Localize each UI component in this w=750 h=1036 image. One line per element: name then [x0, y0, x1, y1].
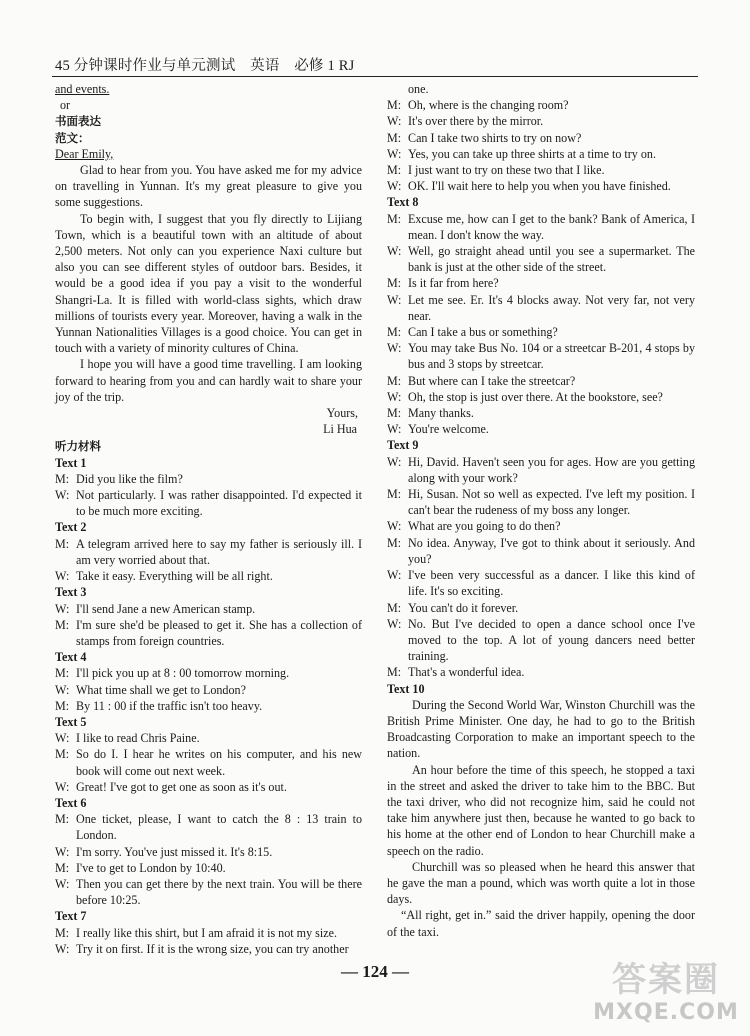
dialogue-line: M: I really like this shirt, but I am afraid it is not my size. [55, 925, 337, 940]
dialogue-line: M: I've to get to London by 10:40. [55, 860, 226, 875]
dialogue-line: W: What are you going to do then? [387, 519, 561, 534]
text-line: or [60, 98, 71, 113]
letter-signature: Li Hua [323, 422, 357, 437]
letter-closing: Yours, [326, 406, 358, 421]
watermark-logo-text: 答案圈 [612, 960, 720, 1000]
dialogue-line: W: No. But I've decided to open a dance school once I've moved to the top. A lot of young dancers need better training. [387, 616, 695, 664]
text-heading: Text 6 [55, 795, 87, 810]
dialogue-line: M: By 11 : 00 if the traffic isn't too heavy. [55, 698, 263, 713]
story-paragraph: During the Second World War, Winston Churchill was the British Prime Minister. One day, he had to go to the British Broadcasting Corporation to make an important speech to the nation. [387, 697, 695, 761]
letter-paragraph: I hope you will have a good time travelling. I am looking forward to hearing from you and can hardly wait to share your joy of the trip. [55, 357, 362, 404]
site-watermark [586, 960, 746, 1032]
story-paragraph: “All right, get in.” said the driver happily, opening the door of the taxi. [387, 908, 695, 939]
dialogue-line: W: You may take Bus No. 104 or a streetcar B-201, 4 stops by bus and 3 stops by streetcar. [387, 341, 695, 372]
letter-paragraph: To begin with, I suggest that you fly directly to Lijiang Town, which is a beautiful town with an altitude of about 2,500 meters. Not only can you experience Naxi culture but also you can see different styles of outdoor bars. Besides, it would be a good idea if you pay a visit to the wonderful Shangri-La. It is filled with world-class sights, which draw millions of tourists every year. Moreover, having a walk in the Yunnan Nationalities Villages is a good choice. You can get in touch with a variety of minority cultures of China. [55, 211, 362, 356]
text-heading: Text 2 [55, 520, 87, 535]
dialogue-line: M: Can I take a bus or something? [387, 325, 558, 340]
dialogue-line: W: OK. I'll wait here to help you when you have finished. [387, 179, 671, 194]
page-number: — 124 — [341, 962, 409, 981]
dialogue-line: M: That's a wonderful idea. [387, 665, 525, 680]
text-heading: Text 3 [55, 585, 87, 600]
right-column [387, 81, 695, 940]
letter-greeting: Dear Emily, [55, 146, 114, 161]
story-paragraph: Churchill was so pleased when he heard this answer that he gave the man a pound, which was worth quite a lot in those days. [387, 859, 695, 907]
dialogue-line: W: Well, go straight ahead until you see a supermarket. The bank is just at the other side of the street. [387, 244, 695, 275]
dialogue-line: M: One ticket, please, I want to catch the 8 : 13 train to London. [55, 812, 362, 843]
dialogue-line: M: Oh, where is the changing room? [387, 98, 569, 113]
text-line: and events. [55, 82, 110, 96]
header-rule [52, 76, 698, 77]
left-column [55, 81, 362, 957]
dialogue-line: M: A telegram arrived here to say my father is seriously ill. I am very worried about that. [55, 536, 362, 567]
watermark-url: MXQE.COM [593, 1000, 739, 1025]
dialogue-line: M: Hi, Susan. Not so well as expected. I've left my position. I can't bear the rudeness of my boss any longer. [387, 487, 695, 518]
dialogue-line: W: Hi, David. Haven't seen you for ages. How are you getting along with your work? [387, 454, 695, 485]
dialogue-line: W: Then you can get there by the next train. You will be there before 10:25. [55, 876, 362, 908]
dialogue-line: W: I like to read Chris Paine. [55, 731, 200, 746]
dialogue-line: W: Take it easy. Everything will be all right. [55, 569, 273, 584]
dialogue-line: W: It's over there by the mirror. [387, 114, 544, 129]
page-header: 45 分钟课时作业与单元测试 英语 必修 1 RJ [55, 58, 355, 74]
dialogue-line: W: Try it on first. If it is the wrong size, you can try another [55, 941, 349, 956]
dialogue-line: M: Is it far from here? [387, 276, 499, 291]
dialogue-line: W: Let me see. Er. It's 4 blocks away. Not very far, not very near. [387, 292, 695, 323]
dialogue-line: W: You're welcome. [387, 422, 489, 437]
dialogue-line: M: Did you like the film? [55, 471, 183, 486]
text-heading: Text 5 [55, 714, 87, 729]
story-paragraph: An hour before the time of this speech, he stopped a taxi in the street and asked the driver to take him to the BBC. But the taxi driver, who did not recognize him, said he could not take him anywhere just then, because he wanted to go back to his home at the other end of London to hear Churchill make a speech on the radio. [387, 762, 695, 858]
dialogue-line: W: Not particularly. I was rather disappointed. I'd expected it to be much more exciting. [55, 488, 362, 519]
dialogue-line: M: So do I. I hear he writes on his computer, and his new book will come out next week. [55, 747, 362, 778]
section-heading-writing: 书面表达 [55, 114, 101, 129]
text-heading: Text 7 [55, 909, 87, 924]
sample-label: 范文： [55, 130, 90, 145]
dialogue-line: M: I'll pick you up at 8 : 00 tomorrow morning. [55, 666, 290, 681]
text-heading: Text 8 [387, 195, 419, 210]
section-heading-listening: 听力材料 [55, 439, 101, 454]
letter-paragraph: Glad to hear from you. You have asked me for my advice on travelling in Yunnan. It's my great pleasure to give you some suggestions. [55, 163, 362, 210]
text-heading: Text 9 [387, 438, 419, 453]
dialogue-line: W: I'm sorry. You've just missed it. It's 8:15. [55, 844, 273, 859]
dialogue-line: M: Excuse me, how can I get to the bank? Bank of America, I mean. I don't know the way. [387, 211, 695, 242]
dialogue-line: M: I'm sure she'd be pleased to get it. She has a collection of stamps from foreign countries. [55, 617, 362, 648]
dialogue-line: W: Yes, you can take up three shirts at a time to try on. [387, 146, 656, 161]
text-line: one. [408, 82, 429, 96]
dialogue-line: M: Can I take two shirts to try on now? [387, 130, 582, 145]
dialogue-line: W: I've been very successful as a dancer. I like this kind of life. It's so exciting. [387, 568, 695, 599]
text-heading: Text 10 [387, 681, 425, 696]
text-heading: Text 1 [55, 455, 87, 470]
dialogue-line: M: No idea. Anyway, I've got to think about it seriously. And you? [387, 535, 695, 566]
dialogue-line: M: Many thanks. [387, 406, 474, 421]
dialogue-line: M: But where can I take the streetcar? [387, 373, 576, 388]
dialogue-line: M: I just want to try on these two that I like. [387, 163, 605, 178]
dialogue-line: W: What time shall we get to London? [55, 682, 246, 697]
dialogue-line: M: You can't do it forever. [387, 600, 519, 615]
dialogue-line: W: Great! I've got to get one as soon as it's out. [55, 779, 287, 794]
text-heading: Text 4 [55, 650, 87, 665]
dialogue-line: W: Oh, the stop is just over there. At the bookstore, see? [387, 389, 663, 404]
dialogue-line: W: I'll send Jane a new American stamp. [55, 601, 256, 616]
